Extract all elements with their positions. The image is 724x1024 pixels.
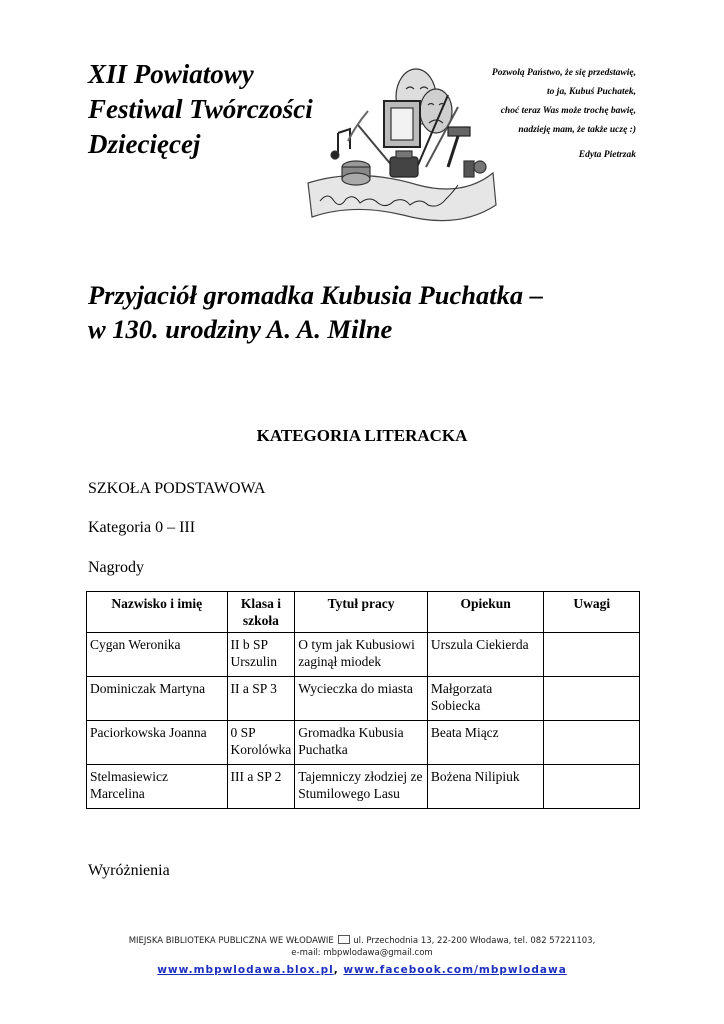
footer-links xyxy=(0,964,724,976)
cell-class: II b SP Urszulin xyxy=(227,633,295,677)
quote-line: to ja, Kubuś Puchatek, xyxy=(547,87,636,97)
column-header: Uwagi xyxy=(544,592,640,633)
age-category-label: Kategoria 0 – III xyxy=(88,519,196,536)
footer xyxy=(0,935,724,959)
category-heading: KATEGORIA LITERACKA xyxy=(256,426,468,445)
cell-title: O tym jak Kubusiowi zaginął miodek xyxy=(295,633,428,677)
table-row xyxy=(87,677,640,721)
cell-notes xyxy=(544,721,640,765)
column-header: Nazwisko i imię xyxy=(87,592,228,633)
quote-author: Edyta Pietrzak xyxy=(578,150,636,160)
cell-tutor: Urszula Ciekierda xyxy=(427,633,544,677)
column-header: Opiekun xyxy=(427,592,544,633)
cell-title: Wycieczka do miasta xyxy=(295,677,428,721)
cell-name: Cygan Weronika xyxy=(87,633,228,677)
envelope-icon xyxy=(338,935,350,944)
cell-tutor: Beata Miącz xyxy=(427,721,544,765)
awards-label: Nagrody xyxy=(88,559,144,576)
page-title xyxy=(88,278,648,346)
table-row xyxy=(87,765,640,809)
festival-title-line: Festiwal Twórczości xyxy=(88,94,313,124)
cell-notes xyxy=(544,633,640,677)
cell-name: Paciorkowska Joanna xyxy=(87,721,228,765)
school-level-label: SZKOŁA PODSTAWOWA xyxy=(88,480,266,497)
distinctions-label: Wyróżnienia xyxy=(88,862,170,879)
cell-notes xyxy=(544,677,640,721)
cell-tutor: Małgorzata Sobiecka xyxy=(427,677,544,721)
cell-title: Tajemniczy złodziej ze Stumilowego Lasu xyxy=(295,765,428,809)
table-header-row xyxy=(87,592,640,633)
table-row xyxy=(87,721,640,765)
footer-address-line xyxy=(0,935,724,947)
column-header: Tytuł pracy xyxy=(295,592,428,633)
blog-link[interactable]: www.mbpwlodawa.blox.pl xyxy=(157,964,334,976)
quote-line: nadzieję mam, że także uczę :) xyxy=(518,125,636,135)
cell-class: II a SP 3 xyxy=(227,677,295,721)
cell-class: 0 SP Korolówka xyxy=(227,721,295,765)
cell-notes xyxy=(544,765,640,809)
page-title-line: w 130. urodziny A. A. Milne xyxy=(88,314,393,344)
quote-line: Pozwolą Państwo, że się przedstawię, xyxy=(491,68,636,78)
cell-tutor: Bożena Nilipiuk xyxy=(427,765,544,809)
quote-line: choć teraz Was może trochę bawię, xyxy=(500,106,636,116)
link-separator: , xyxy=(333,964,339,976)
festival-title-line: Dziecięcej xyxy=(88,129,201,159)
quote-block xyxy=(436,64,636,165)
page-title-line: Przyjaciół gromadka Kubusia Puchatka – xyxy=(88,280,543,310)
footer-address: ul. Przechodnia 13, 22-200 Włodawa, tel. 082 57221103, xyxy=(353,936,596,946)
cell-name: Dominiczak Martyna xyxy=(87,677,228,721)
cell-class: III a SP 2 xyxy=(227,765,295,809)
facebook-link[interactable]: www.facebook.com/mbpwlodawa xyxy=(343,964,567,976)
cell-title: Gromadka Kubusia Puchatka xyxy=(295,721,428,765)
cell-name: Stelmasiewicz Marcelina xyxy=(87,765,228,809)
results-table xyxy=(86,591,640,809)
festival-title-line: XII Powiatowy xyxy=(88,59,254,89)
column-header: Klasa i szkoła xyxy=(227,592,295,633)
table-row xyxy=(87,633,640,677)
footer-email: e-mail: mbpwlodawa@gmail.com xyxy=(291,948,433,958)
footer-institution: MIEJSKA BIBLIOTEKA PUBLICZNA WE WŁODAWIE xyxy=(128,936,334,946)
